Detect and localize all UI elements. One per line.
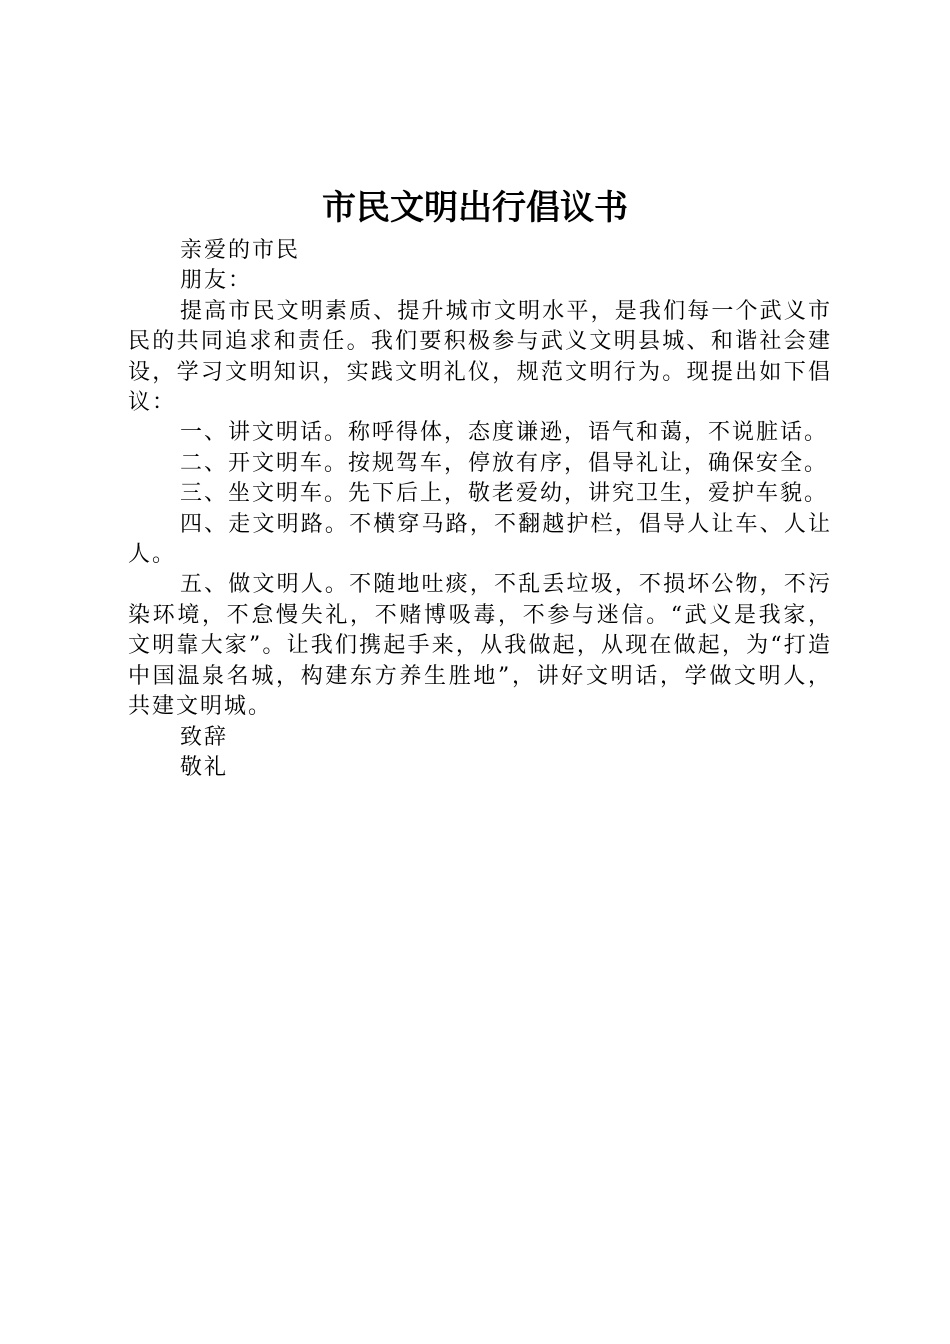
closing-line-2: 敬礼 (180, 754, 229, 780)
salutation-line-2: 朋友： (180, 268, 253, 294)
proposal-item-1: 一、讲文明话。称呼得体，态度谦逊，语气和蔼，不说脏话。 (180, 420, 829, 446)
proposal-item-4: 四、走文明路。不横穿马路，不翻越护栏，倡导人让车、人让人。 (128, 511, 832, 568)
proposal-item-3: 三、坐文明车。先下后上，敬老爱幼，讲究卫生，爱护车貌。 (180, 481, 829, 507)
document-title: 市民文明出行倡议书 (322, 188, 628, 228)
intro-paragraph: 提高市民文明素质、提升城市文明水平，是我们每一个武义市民的共同追求和责任。我们要积极参与武义文明县城、和谐社会建设，学习文明知识，实践文明礼仪，规范文明行为。现提出如下倡议： (128, 298, 832, 416)
document-body (128, 236, 832, 783)
salutation-line-1: 亲爱的市民 (180, 238, 301, 263)
proposal-item-2: 二、开文明车。按规驾车，停放有序，倡导礼让，确保安全。 (180, 450, 829, 476)
closing-line-1: 致辞 (180, 724, 229, 750)
proposal-item-5: 五、做文明人。不随地吐痰，不乱丢垃圾，不损坏公物，不污染环境，不怠慢失礼，不赌博吸毒，不参与迷信。“武义是我家，文明靠大家”。让我们携起手来，从我做起，从现在做起，为“打造中国温泉名城，构建东方养生胜地”，讲好文明话，学做文明人，共建文明城。 (128, 572, 832, 720)
